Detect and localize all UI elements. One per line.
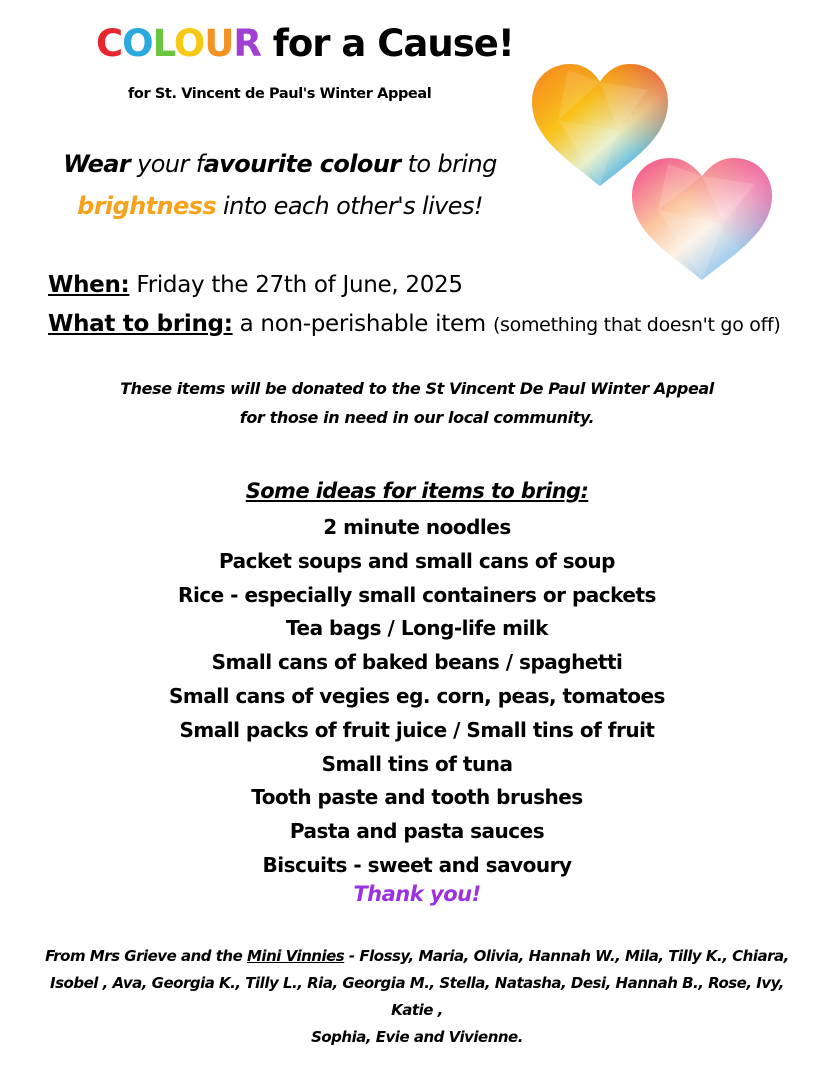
ideas-heading: Some ideas for items to bring: xyxy=(245,479,589,503)
thank-you: Thank you! xyxy=(353,882,481,906)
tagline-line-1 xyxy=(60,150,500,178)
tagline-brightness: brightness xyxy=(77,192,217,220)
title-letter: L xyxy=(152,22,174,65)
title-rest: for a Cause! xyxy=(260,22,514,65)
heart-icon xyxy=(632,158,772,280)
bring-label: What to bring: xyxy=(48,311,233,337)
footer-credits xyxy=(40,943,794,1051)
list-item: Small cans of baked beans / spaghetti xyxy=(211,650,623,675)
footer-line-1 xyxy=(40,943,794,970)
subtitle: for St. Vincent de Paul's Winter Appeal xyxy=(128,86,432,102)
list-item: Small tins of tuna xyxy=(321,751,513,776)
title-letter: R xyxy=(233,22,261,65)
title-colour-word xyxy=(96,22,261,65)
list-item: Biscuits - sweet and savoury xyxy=(262,852,572,877)
list-item: Tea bags / Long-life milk xyxy=(286,616,548,641)
tagline-text: into each other's lives! xyxy=(216,192,483,220)
list-item: 2 minute noodles xyxy=(323,515,511,539)
list-item: Packet soups and small cans of soup xyxy=(219,548,615,573)
footer-prefix: From Mrs Grieve and the xyxy=(45,947,247,965)
title-letter: C xyxy=(96,22,123,65)
title-letter: O xyxy=(173,22,205,65)
tagline-line-2 xyxy=(60,192,500,220)
footer-line-2: Isobel , Ava, Georgia K., Tilly L., Ria, Georgia M., Stella, Natasha, Desi, Hannah B., Rose, Ivy, Katie , xyxy=(50,974,784,1019)
list-item: Rice - especially small containers or packets xyxy=(178,582,656,607)
list-item: Pasta and pasta sauces xyxy=(289,819,545,844)
tagline-favourite-colour: avourite colour xyxy=(203,150,401,178)
event-when xyxy=(48,272,463,298)
title-letter: U xyxy=(204,22,234,65)
title-letter: O xyxy=(122,22,153,65)
donation-note-line-2: for those in need in our local community. xyxy=(239,408,595,427)
list-item: Small cans of vegies eg. corn, peas, tomatoes xyxy=(169,683,665,708)
tagline-text: your f xyxy=(130,150,204,178)
tagline-wear: Wear xyxy=(63,150,131,178)
page-title xyxy=(96,22,514,65)
when-label: When: xyxy=(48,272,130,298)
tagline-text: to bring xyxy=(400,150,497,178)
ideas-list xyxy=(0,512,834,884)
mini-vinnies: Mini Vinnies xyxy=(247,947,345,965)
bring-value: a non-perishable item xyxy=(232,311,493,337)
hearts-illustration xyxy=(528,60,784,286)
footer-line-3: Sophia, Evie and Vivienne. xyxy=(311,1028,523,1046)
when-value: Friday the 27th of June, 2025 xyxy=(129,272,463,298)
list-item: Tooth paste and tooth brushes xyxy=(251,785,583,810)
footer-names: - Flossy, Maria, Olivia, Hannah W., Mila, Tilly K., Chiara, xyxy=(344,947,789,965)
list-item: Small packs of fruit juice / Small tins of fruit xyxy=(179,717,655,742)
event-what-to-bring xyxy=(48,311,780,337)
donation-note-line-1: These items will be donated to the St Vincent De Paul Winter Appeal xyxy=(120,379,714,398)
bring-note: (something that doesn't go off) xyxy=(492,314,781,336)
